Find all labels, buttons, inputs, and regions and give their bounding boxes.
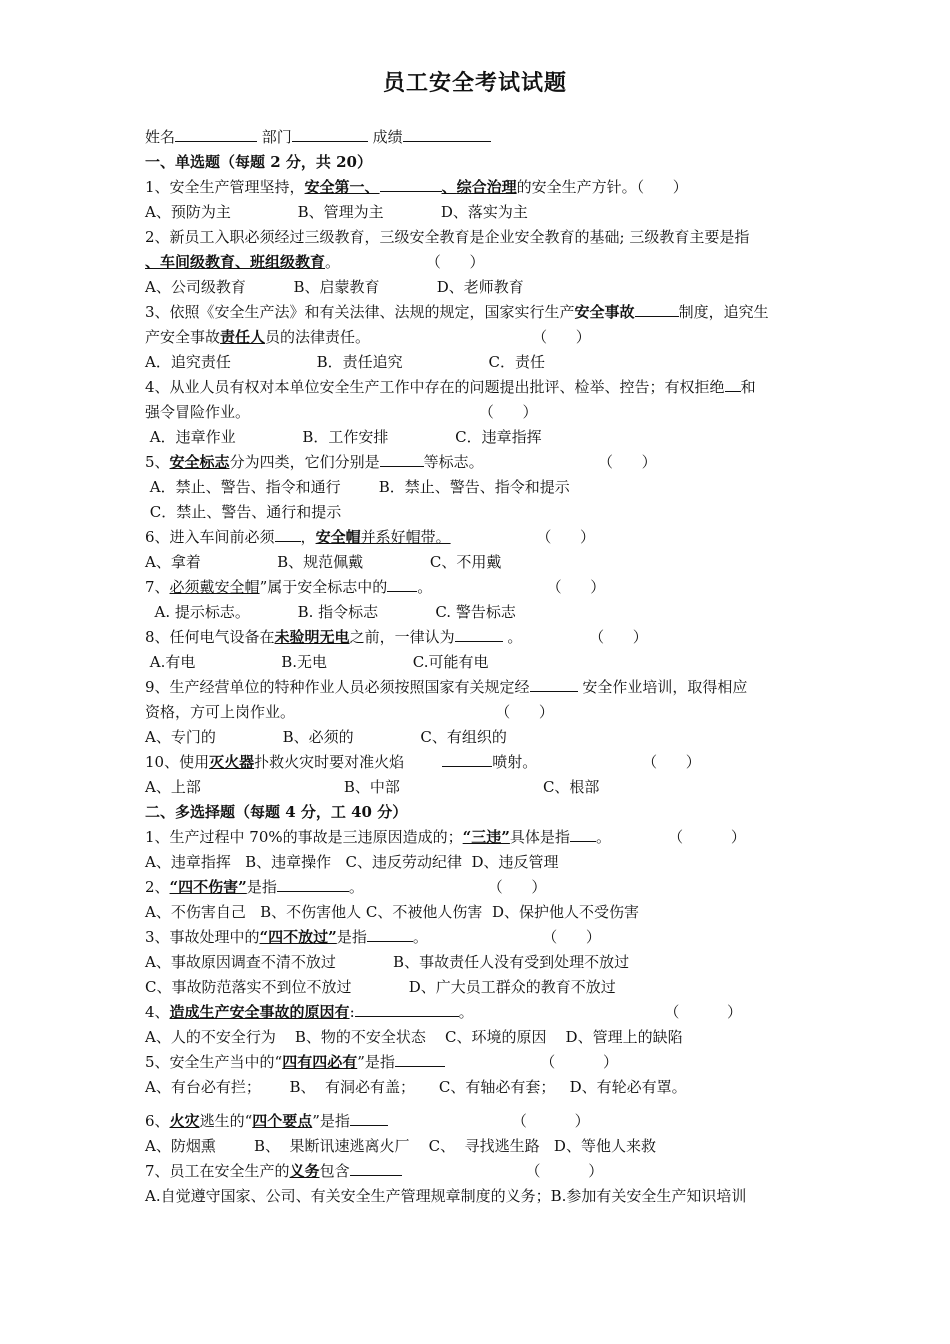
multi-choice-heading: 二、多选择题（每题 4 分，工 40 分） (145, 803, 408, 821)
q8-blank[interactable] (455, 627, 503, 642)
q9-blank[interactable] (530, 677, 578, 692)
multi-question-5: 5、安全生产当中的“四有四必有”是指 （ ） (145, 1053, 618, 1071)
dept-blank[interactable] (292, 127, 368, 142)
question-10: 10、使用灭火器扑救火灾时要对准火焰 喷射。 （ ） (145, 753, 701, 771)
question-2-options: A、公司级教育 B、启蒙教育 D、老师教育 (145, 278, 524, 296)
question-3-options: A．追究责任 B．责任追究 C．责任 (145, 353, 545, 371)
question-1: 1、安全生产管理坚持，安全第一、 、综合治理的安全生产方针。（ ） (145, 178, 688, 196)
q10-blank[interactable] (442, 752, 492, 767)
q5-blank[interactable] (380, 452, 424, 467)
multi-question-5-options: A、有台必有拦； B、 有洞必有盖； C、有轴必有套； D、有轮必有罩。 (145, 1078, 687, 1096)
question-1-options: A、预防为主 B、管理为主 D、落实为主 (145, 203, 528, 221)
multi-question-1: 1、生产过程中 70%的事故是三违原因造成的；“三违”具体是指 。 （ ） (145, 828, 746, 846)
question-2-cont: 、车间级教育、班组级教育。 （ ） (145, 253, 485, 271)
multi-question-7-options: A.自觉遵守国家、公司、有关安全生产管理规章制度的义务；B.参加有关安全生产知识培训 (145, 1187, 747, 1205)
question-10-options: A、上部 B、中部 C、根部 (145, 778, 600, 796)
multi-question-3-options-1: A、事故原因调查不清不放过 B、事故责任人没有受到处理不放过 (145, 953, 630, 971)
question-6-options: A、拿着 B、规范佩戴 C、不用戴 (145, 553, 502, 571)
multi-question-6: 6、火灾逃生的“四个要点”是指 （ ） (145, 1112, 590, 1130)
q4-blank[interactable] (725, 377, 741, 392)
question-8: 8、任何电气设备在未验明无电之前，一律认为 。 （ ） (145, 628, 648, 646)
multi-question-1-options: A、违章指挥 B、违章操作 C、违反劳动纪律 D、违反管理 (145, 853, 559, 871)
name-blank[interactable] (175, 127, 257, 142)
multi-question-7: 7、员工在安全生产的义务包含 （ ） (145, 1162, 604, 1180)
m4-blank[interactable] (355, 1002, 459, 1017)
q7-blank[interactable] (387, 577, 417, 592)
q3-blank[interactable] (635, 302, 679, 317)
question-4-options: A．违章作业 B．工作安排 C．违章指挥 (145, 428, 542, 446)
question-8-options: A.有电 B.无电 C.可能有电 (145, 653, 489, 671)
multi-question-3-options-2: C、事故防范落实不到位不放过 D、广大员工群众的教育不放过 (145, 978, 616, 996)
m5-blank[interactable] (395, 1052, 445, 1067)
multi-question-2-options: A、不伤害自己 B、不伤害他人 C、不被他人伤害 D、保护他人不受伤害 (145, 903, 639, 921)
question-5-options-1: A．禁止、警告、指令和通行 B．禁止、警告、指令和提示 (145, 478, 570, 496)
question-6: 6、进入车间前必须 ，安全帽并系好帽带。 （ ） (145, 528, 596, 546)
single-choice-heading: 一、单选题（每题 2 分，共 20） (145, 153, 372, 171)
question-9-options: A、专门的 B、必须的 C、有组织的 (145, 728, 507, 746)
q1-blank[interactable] (380, 177, 442, 192)
multi-question-4: 4、造成生产安全事故的原因有: 。 （ ） (145, 1003, 743, 1021)
m1-blank[interactable] (570, 827, 596, 842)
question-4: 4、从业人员有权对本单位安全生产工作中存在的问题提出批评、检举、控告；有权拒绝 和 (145, 378, 756, 396)
question-9-cont: 资格，方可上岗作业。 （ ） (145, 703, 554, 721)
m2-blank[interactable] (277, 877, 349, 892)
question-5: 5、安全标志分为四类，它们分别是 等标志。 （ ） (145, 453, 657, 471)
multi-question-2: 2、“四不伤害”是指 。 （ ） (145, 878, 547, 896)
question-7: 7、必须戴安全帽”属于安全标志中的 。 （ ） (145, 578, 606, 596)
question-3-cont: 产安全事故责任人员的法律责任。 （ ） (145, 328, 591, 346)
question-2: 2、新员工入职必须经过三级教育，三级安全教育是企业安全教育的基础; 三级教育主要是指 (145, 228, 750, 246)
m3-blank[interactable] (367, 927, 413, 942)
question-4-cont: 强令冒险作业。 （ ） (145, 403, 538, 421)
question-5-options-2: C．禁止、警告、通行和提示 (145, 503, 342, 521)
question-7-options: A. 提示标志。 B. 指令标志 C. 警告标志 (145, 603, 516, 621)
question-9: 9、生产经营单位的特种作业人员必须按照国家有关规定经 安全作业培训，取得相应 (145, 678, 748, 696)
q6-blank[interactable] (275, 527, 301, 542)
score-blank[interactable] (403, 127, 491, 142)
page-title: 员工安全考试试题 (382, 70, 567, 96)
multi-question-3: 3、事故处理中的“四不放过”是指 。 （ ） (145, 928, 601, 946)
m6-blank[interactable] (350, 1111, 388, 1126)
multi-question-6-options: A、防烟熏 B、 果断讯速逃离火厂 C、 寻找逃生路 D、等他人来救 (145, 1137, 656, 1155)
multi-question-4-options: A、人的不安全行为 B、物的不安全状态 C、环境的原因 D、管理上的缺陷 (145, 1028, 683, 1046)
m7-blank[interactable] (350, 1161, 402, 1176)
header-fields: 姓名 部门 成绩 (145, 127, 491, 147)
question-3: 3、依照《安全生产法》和有关法律、法规的规定，国家实行生产安全事故 制度，追究生 (145, 303, 769, 321)
